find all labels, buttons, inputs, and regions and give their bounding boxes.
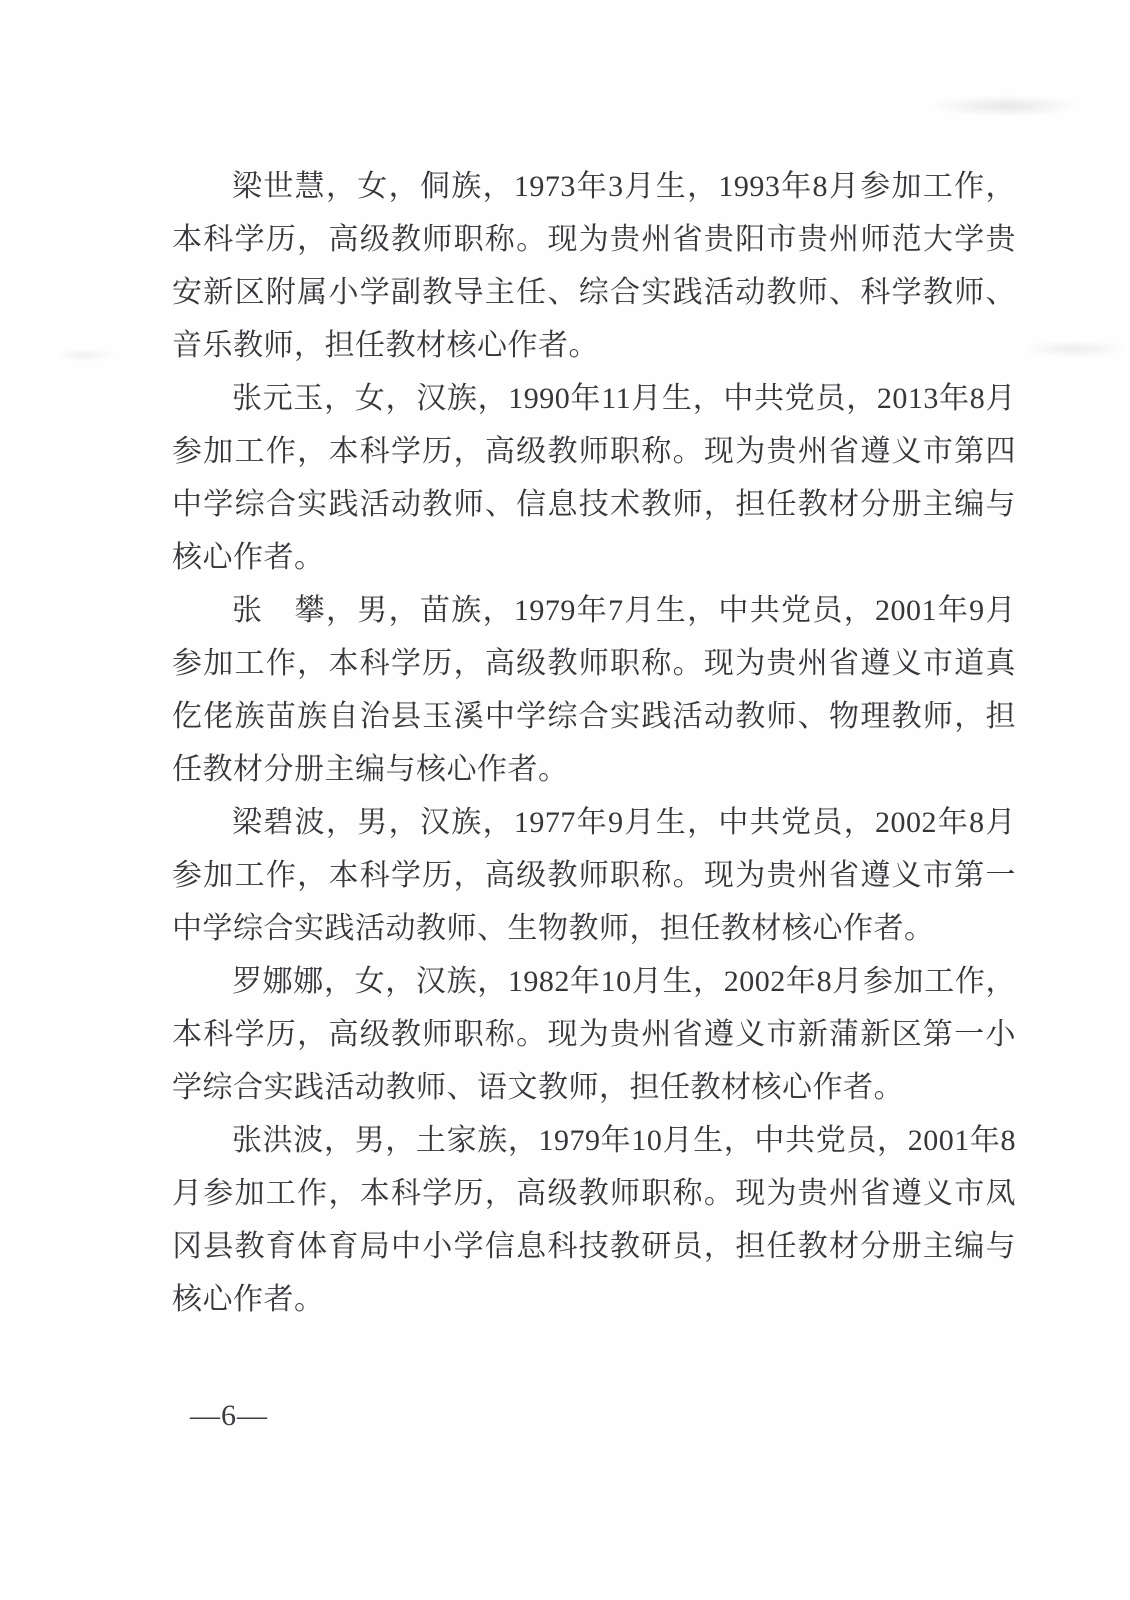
- document-body: [172, 160, 1016, 1326]
- scan-artifact: [930, 95, 1080, 117]
- bio-paragraph: 张洪波，男，土家族，1979年10月生，中共党员，2001年8月参加工作，本科学历，高级教师职称。现为贵州省遵义市凤冈县教育体育局中小学信息科技教研员，担任教材分册主编与核心作者。: [172, 1124, 1016, 1316]
- bio-paragraph: 梁碧波，男，汉族，1977年9月生，中共党员，2002年8月参加工作，本科学历，高级教师职称。现为贵州省遵义市第一中学综合实践活动教师、生物教师，担任教材核心作者。: [172, 806, 1016, 945]
- bio-paragraph: 张元玉，女，汉族，1990年11月生，中共党员，2013年8月参加工作，本科学历，高级教师职称。现为贵州省遵义市第四中学综合实践活动教师、信息技术教师，担任教材分册主编与核心作者。: [172, 382, 1016, 574]
- bio-paragraph: 罗娜娜，女，汉族，1982年10月生，2002年8月参加工作，本科学历，高级教师职称。现为贵州省遵义市新蒲新区第一小学综合实践活动教师、语文教师，担任教材核心作者。: [172, 965, 1016, 1104]
- bio-paragraph: 张 攀，男，苗族，1979年7月生，中共党员，2001年9月参加工作，本科学历，高级教师职称。现为贵州省遵义市道真仡佬族苗族自治县玉溪中学综合实践活动教师、物理教师，担任教材分册主编与核心作者。: [172, 594, 1016, 786]
- bio-paragraph: 梁世慧，女，侗族，1973年3月生，1993年8月参加工作，本科学历，高级教师职称。现为贵州省贵阳市贵州师范大学贵安新区附属小学副教导主任、综合实践活动教师、科学教师、音乐教师，担任教材核心作者。: [172, 170, 1016, 362]
- scan-artifact: [1020, 340, 1130, 358]
- scan-artifact: [55, 348, 115, 362]
- page-number: —6—: [190, 1399, 268, 1432]
